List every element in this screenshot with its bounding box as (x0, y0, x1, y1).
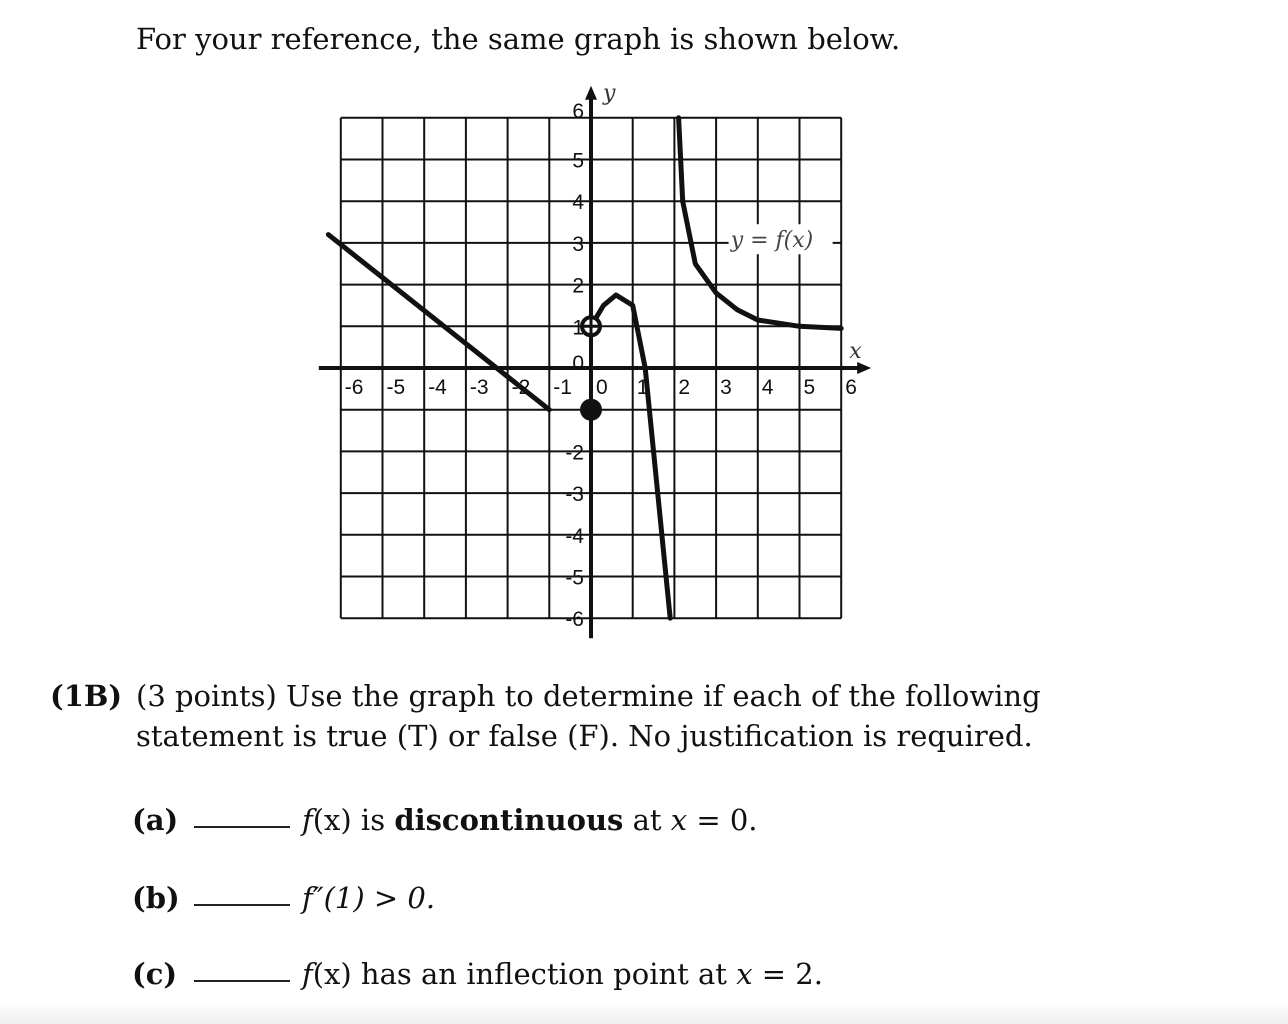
item-letter: (c) (132, 957, 178, 991)
x-tick-label: 3 (720, 376, 732, 399)
y-tick-label: -3 (565, 483, 584, 507)
x-tick-label: 4 (761, 376, 774, 399)
x-tick-label: 2 (678, 376, 691, 399)
x-tick-label: -3 (469, 376, 489, 399)
item-letter: (a) (132, 803, 179, 837)
y-tick-label: 6 (572, 99, 584, 123)
answer-blank[interactable] (194, 980, 290, 982)
question-1b (50, 676, 1190, 756)
curve-label: y = f(x) (730, 228, 814, 254)
y-axis-label: y (603, 80, 616, 106)
x-tick-label: -1 (553, 376, 572, 399)
x-tick-label: -4 (428, 376, 447, 399)
bottom-shade (0, 1002, 1288, 1024)
answer-blank[interactable] (194, 826, 290, 828)
curve-hump-left-branch (591, 295, 670, 618)
y-tick-label: -5 (565, 566, 584, 590)
intro-text: For your reference, the same graph is shown below. (136, 22, 901, 56)
y-tick-label: 4 (572, 191, 584, 215)
x-tick-label: -5 (386, 376, 406, 399)
question-label: (1B) (50, 679, 123, 713)
y-tick-label: 0 (572, 352, 584, 375)
graph-axes (319, 86, 871, 638)
y-tick-label: -2 (565, 441, 584, 465)
item-statement: f(x) has an inflection point at x = 2. (302, 957, 823, 991)
y-tick-label: -6 (565, 608, 584, 632)
x-tick-label: -2 (511, 376, 531, 399)
y-tick-label: -4 (565, 524, 584, 548)
closed-point (580, 399, 602, 421)
y-tick-label: 3 (572, 232, 584, 256)
x-tick-label: 1 (636, 376, 649, 399)
x-axis-label: x (849, 339, 862, 364)
y-tick-label: 5 (572, 149, 584, 173)
y-tick-label: 2 (572, 274, 584, 298)
item-statement: f″(1) > 0. (302, 881, 436, 915)
answer-blank[interactable] (194, 904, 290, 906)
x-tick-label: 6 (845, 376, 857, 399)
item-letter: (b) (132, 881, 180, 915)
x-tick-label: 0 (596, 376, 608, 399)
y-axis-arrow (585, 86, 597, 100)
curve-right-branch (679, 118, 842, 329)
x-tick-label: -6 (344, 376, 364, 399)
graph-labels (345, 81, 862, 631)
item-statement: f(x) is discontinuous at x = 0. (302, 803, 758, 837)
question-text: (3 points) Use the graph to determine if each of the following statement is true (T) or false (F). No justification is required. (136, 679, 1041, 753)
function-graph (310, 80, 890, 650)
x-tick-label: 5 (803, 376, 816, 399)
y-tick-label: 1 (572, 316, 584, 340)
